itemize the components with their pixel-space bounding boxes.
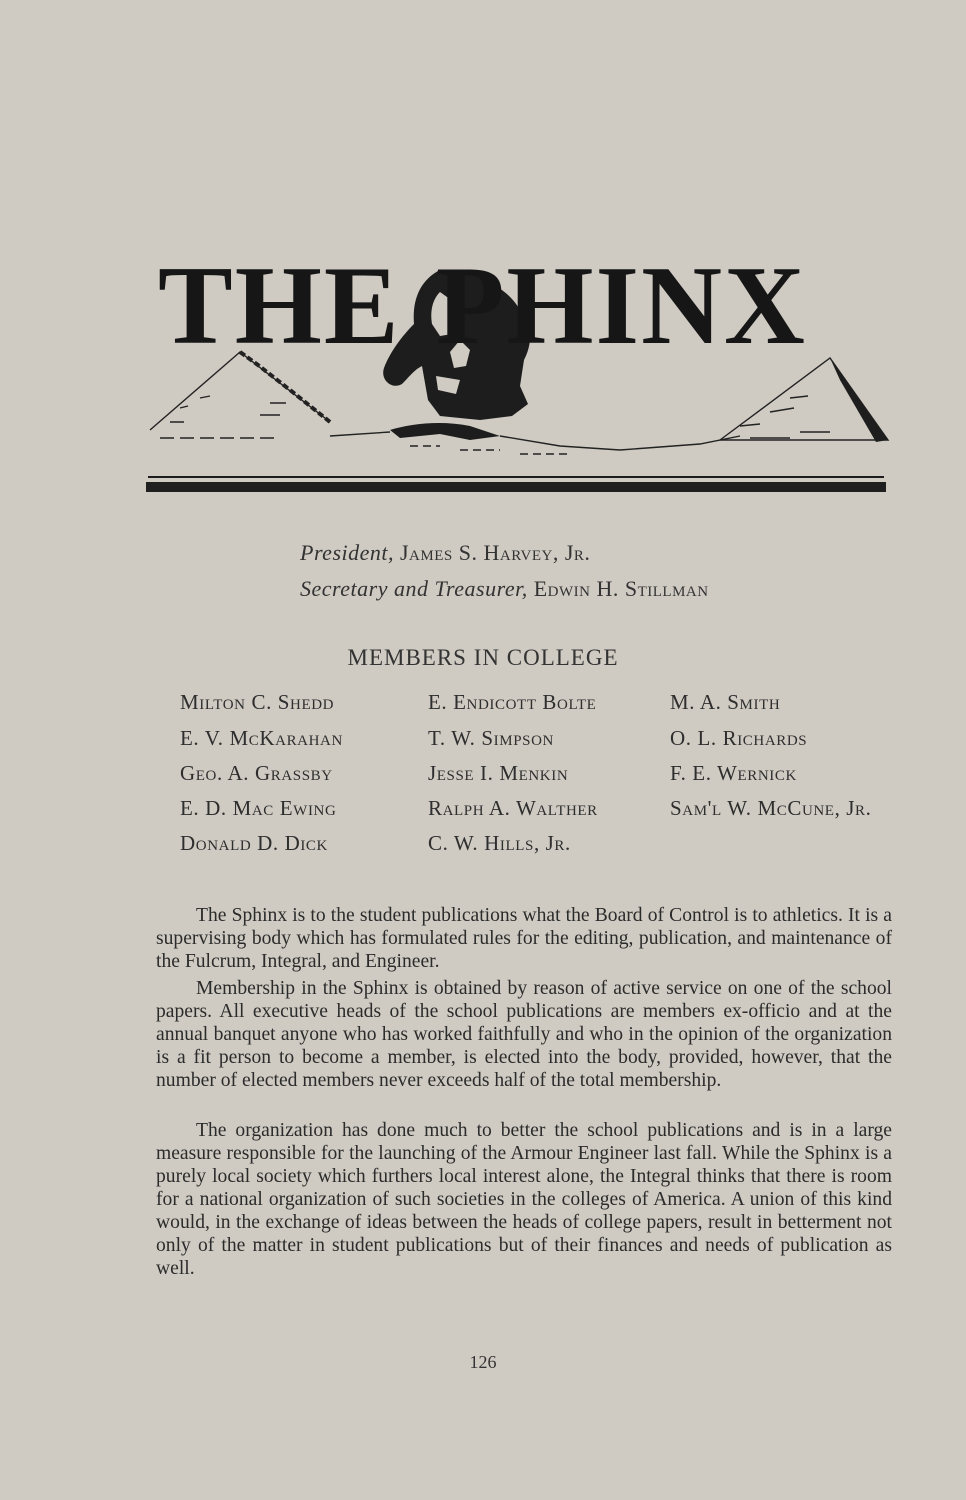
officer-name: James S. Harvey, Jr. bbox=[400, 540, 591, 565]
member-name: E. Endicott Bolte bbox=[428, 690, 597, 714]
page-number: 126 bbox=[469, 1352, 497, 1372]
members-heading: MEMBERS IN COLLEGE bbox=[347, 645, 619, 670]
paragraph-text: Membership in the Sphinx is obtained by reason of active service on one of the school papers. All executive heads of the school publications are members ex-officio and at the annual banquet anyone who has worked faithfully and who in the opinion of the organization is a fit person to become a member, is elected into the body, provided, however, that the number of elected members never exceeds half of the total membership. bbox=[156, 978, 892, 1091]
paragraph-2 bbox=[156, 977, 892, 1092]
member-name: Jesse I. Menkin bbox=[428, 761, 569, 785]
officer-president bbox=[300, 540, 590, 566]
member-name: O. L. Richards bbox=[670, 726, 808, 750]
member-name: Donald D. Dick bbox=[180, 831, 328, 855]
member-name: E. D. Mac Ewing bbox=[180, 796, 337, 820]
member-name: C. W. Hills, Jr. bbox=[428, 831, 571, 855]
header-rule-thick bbox=[146, 482, 886, 492]
member-name: Ralph A. Walther bbox=[428, 796, 598, 820]
paragraph-1 bbox=[156, 904, 892, 973]
member-name: Milton C. Shedd bbox=[180, 690, 335, 714]
officer-role: President, bbox=[300, 540, 394, 565]
header-rule-thin bbox=[148, 476, 884, 478]
sphinx-banner bbox=[140, 240, 890, 500]
member-name: F. E. Wernick bbox=[670, 761, 797, 785]
paragraph-3 bbox=[156, 1119, 892, 1280]
member-name: Sam'l W. McCune, Jr. bbox=[670, 796, 872, 820]
officer-secretary-treasurer bbox=[300, 576, 709, 602]
paragraph-text: The Sphinx is to the student publications what the Board of Control is to athletics. It is a supervising body which has formulated rules for the editing, publication, and maintenance of the Fulcrum, Integral, and Engineer. bbox=[156, 905, 892, 972]
member-name: T. W. Simpson bbox=[428, 726, 554, 750]
officer-role: Secretary and Treasurer, bbox=[300, 576, 528, 601]
member-name: E. V. McKarahan bbox=[180, 726, 343, 750]
member-name: Geo. A. Grassby bbox=[180, 761, 333, 785]
title-sphinx: PHINX bbox=[436, 244, 807, 368]
officer-name: Edwin H. Stillman bbox=[533, 576, 709, 601]
member-name: M. A. Smith bbox=[670, 690, 781, 714]
title-the: THE bbox=[158, 244, 401, 368]
paragraph-text: The organization has done much to better the school publications and is in a large measure responsible for the launching of the Armour Engineer last fall. While the Sphinx is a purely local society which furthers local interest alone, the Integral thinks that there is room for a national organization of such societies in the colleges of America. A union of this kind would, in the exchange of ideas between the heads of college papers, result in betterment not only of the matter in student publications but of their finances and needs of publication as well. bbox=[156, 1120, 892, 1279]
